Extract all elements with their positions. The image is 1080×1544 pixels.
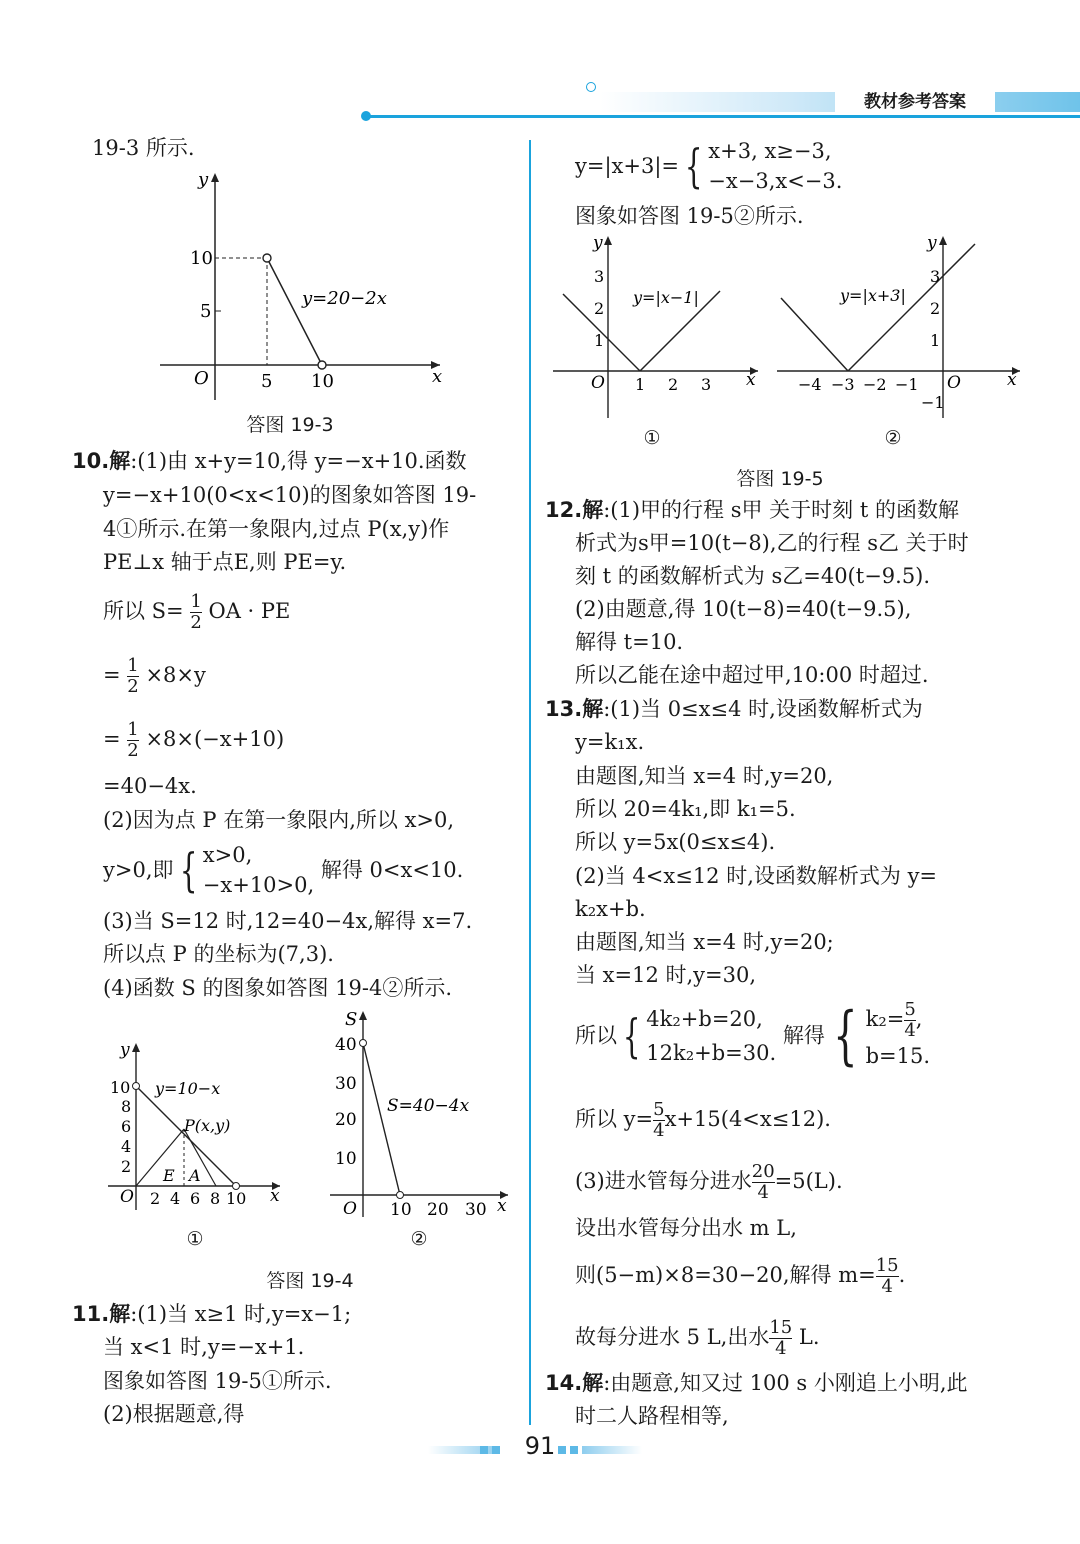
q12-line4: (2)由题意,得 10(t−8)=40(t−9.5),: [575, 597, 912, 621]
q14-text1: :由题意,知又过 100 s 小刚追上小明,此: [603, 1371, 968, 1395]
q13-line2: y=k₁x.: [575, 730, 645, 754]
fig194a-x-label: x: [270, 1186, 280, 1206]
q13-line14: [575, 1318, 820, 1359]
five-quarters: [904, 1000, 915, 1041]
fig194-sub2: ②: [410, 1228, 428, 1250]
brace: {: [833, 998, 858, 1073]
q10-s-line2: [103, 656, 206, 697]
half-fraction: [127, 720, 138, 761]
fig195b-ytick: 3: [930, 267, 941, 286]
fig194a-ytick: 10: [110, 1078, 131, 1097]
q10-part2-system: [103, 840, 463, 900]
abs-cases: [708, 136, 842, 196]
q13-system: [575, 1000, 930, 1071]
column-separator: [529, 140, 531, 1425]
footer-bar-right: [582, 1446, 642, 1454]
fig194a-ytick: 6: [121, 1117, 132, 1136]
frac-den: 4: [904, 1020, 916, 1041]
frac-num: 15: [769, 1317, 793, 1338]
q14-line2: 时二人路程相等,: [575, 1404, 729, 1428]
q12-number: 12.解: [545, 498, 604, 522]
q12-line1: [545, 496, 959, 524]
frac-den: 4: [752, 1182, 775, 1203]
q13-l14-prefix: 故每分进水 5 L,出水: [575, 1325, 770, 1349]
q13-line9: 当 x=12 时,y=30,: [575, 963, 757, 987]
q13-sol1: [865, 999, 923, 1041]
fig194a-point: P(x,y): [184, 1116, 231, 1135]
abs-eq-left: y=|x+3|=: [575, 154, 680, 178]
fig195a-func: y=|x−1|: [633, 288, 699, 307]
abs-case2: −x−3,x<−3.: [708, 169, 843, 193]
fig194a-ytick: 4: [121, 1137, 132, 1156]
q13-l10-suffix: x+15(4<x≤12).: [664, 1107, 831, 1131]
fig194b-xtick: 30: [465, 1200, 487, 1220]
fig194a-ytick: 2: [121, 1157, 132, 1176]
brace: {: [684, 139, 703, 193]
frac-num: 20: [751, 1161, 775, 1182]
q11-line1: [72, 1300, 351, 1328]
abs-equation: [575, 136, 842, 196]
fig193-tick-5y: 5: [200, 301, 212, 322]
fig195-caption: 答图 19-5: [736, 468, 824, 490]
q13-sol1-prefix: k₂=: [865, 1007, 905, 1031]
q13-line6: (2)当 4<x≤12 时,设函数解析式为 y=: [575, 864, 938, 888]
q10-line3: 4①所示.在第一象限内,过点 P(x,y)作: [103, 517, 450, 541]
q13-sol1-suffix: ,: [915, 1007, 923, 1031]
frac-num: 5: [904, 999, 916, 1020]
fig195b-xtick: −1: [895, 375, 919, 394]
abs-case1: x+3, x≥−3,: [708, 139, 832, 163]
q12-text1: :(1)甲的行程 s甲 关于时刻 t 的函数解: [603, 498, 959, 522]
fig193-x-label: x: [432, 366, 443, 387]
q13-sol2: b=15.: [865, 1044, 931, 1068]
figure-19-5-2: [775, 230, 1025, 420]
q13-line11: [575, 1162, 843, 1203]
brace: {: [622, 1008, 641, 1063]
footer-square: [558, 1446, 566, 1454]
brace: {: [179, 843, 197, 897]
fig194a-xtick: 4: [170, 1189, 181, 1208]
q13-sol-stack: [866, 1000, 930, 1071]
q11-line2: 当 x<1 时,y=−x+1.: [103, 1335, 305, 1359]
fig193-func-label: y=20−2x: [302, 288, 387, 309]
fig194b-xtick: 20: [427, 1200, 449, 1220]
fig194b-stick: 20: [335, 1110, 357, 1130]
q10-s2-suffix: ×8×y: [145, 663, 206, 687]
fig194b-x-label: x: [497, 1196, 507, 1216]
q10-part4: (4)函数 S 的图象如答图 19-4②所示.: [103, 976, 453, 1000]
q13-line1: [545, 695, 923, 723]
q13-sys-prefix: 所以: [575, 1023, 617, 1048]
fig194b-stick: 30: [335, 1074, 357, 1094]
q10-s3-prefix: =: [103, 727, 121, 751]
fifteen-quarters: [876, 1256, 899, 1297]
q13-l11-suffix: =5(L).: [774, 1169, 843, 1193]
q13-line10: [575, 1100, 831, 1141]
fig195a-ytick: 2: [594, 299, 605, 318]
fifteen-quarters: [769, 1318, 792, 1359]
fig194a-ytick: 8: [121, 1097, 132, 1116]
q13-l13-prefix: 则(5−m)×8=30−20,解得 m=: [575, 1263, 876, 1287]
q13-text1: :(1)当 0≤x≤4 时,设函数解析式为: [603, 697, 923, 721]
q13-l14-suffix: L.: [792, 1325, 820, 1349]
fig195-sub2: ②: [884, 427, 902, 449]
q13-l11-prefix: (3)进水管每分进水: [575, 1169, 752, 1193]
q10-s-line4: =40−4x.: [103, 774, 197, 798]
fig193-tick-10x: 10: [311, 371, 334, 392]
abs-figure-ref: 图象如答图 19-5②所示.: [575, 204, 804, 228]
fig194-sub1: ①: [186, 1228, 204, 1250]
q13-solve: 解得: [782, 1023, 825, 1048]
fig195-sub1: ①: [643, 427, 661, 449]
frac-den: 4: [769, 1338, 792, 1359]
q13-sys2: 12k₂+b=30.: [646, 1040, 777, 1065]
fig195a-xtick: 1: [635, 375, 646, 394]
fig194a-xtick: 8: [210, 1189, 221, 1208]
q11-number: 11.解: [72, 1302, 131, 1326]
fig195b-x-label: x: [1007, 370, 1017, 390]
frac-num: 1: [127, 719, 139, 740]
q13-sys1: 4k₂+b=20,: [646, 1006, 763, 1031]
fig194a-origin: O: [120, 1187, 134, 1207]
fig194a-xtick: 2: [150, 1189, 161, 1208]
q10-p2-prefix: y>0,即: [103, 858, 174, 882]
q13-line5: 所以 y=5x(0≤x≤4).: [575, 830, 776, 854]
fig195b-xtick: −4: [798, 375, 822, 394]
q10-part2: (2)因为点 P 在第一象限内,所以 x>0,: [103, 808, 455, 832]
fig194b-stick: 40: [335, 1035, 357, 1055]
q11-text1: :(1)当 x≥1 时,y=x−1;: [130, 1302, 352, 1326]
q13-number: 13.解: [545, 697, 604, 721]
fig195b-ytick: 2: [930, 299, 941, 318]
fig195a-origin: O: [591, 373, 605, 393]
figure-19-4-2: [325, 1005, 515, 1220]
fig195b-ytick: −1: [921, 393, 945, 412]
q12-line6: 所以乙能在途中超过甲,10:00 时超过.: [575, 663, 929, 687]
q10-s1-suffix: OA · PE: [208, 599, 291, 623]
q13-line7: k₂x+b.: [575, 897, 646, 921]
fig194a-func: y=10−x: [155, 1079, 221, 1098]
five-quarters: [653, 1100, 664, 1141]
fig195b-xtick: −3: [831, 375, 855, 394]
q10-p2-solution: 解得 0<x<10.: [320, 858, 464, 882]
fig194b-origin: O: [343, 1199, 357, 1219]
fig195a-ytick: 3: [594, 267, 605, 286]
q10-part3: (3)当 S=12 时,12=40−4x,解得 x=7.: [103, 909, 473, 933]
fig194a-e: E: [163, 1166, 175, 1185]
fig194a-xtick: 10: [226, 1189, 247, 1208]
fig194a-y-label: y: [120, 1040, 130, 1060]
system-stack: [203, 840, 314, 900]
fig193-caption: 答图 19-3: [246, 414, 334, 436]
header-dot-upper: [586, 82, 596, 92]
frac-num: 1: [190, 591, 202, 612]
q10-number: 10.解: [72, 449, 131, 473]
q10-line4: PE⊥x 轴于点E,则 PE=y.: [103, 550, 347, 574]
fig195b-xtick: −2: [863, 375, 887, 394]
intro-text: 19-3 所示.: [92, 136, 195, 160]
fig194b-xtick: 10: [390, 1200, 412, 1220]
figure-19-4-1: [100, 1035, 290, 1215]
q11-line3: 图象如答图 19-5①所示.: [103, 1369, 332, 1393]
q10-s1-prefix: 所以 S=: [103, 599, 184, 623]
q10-line2: y=−x+10(0<x<10)的图象如答图 19-: [103, 483, 477, 507]
fig193-tick-10y: 10: [190, 248, 213, 269]
fig193-origin: O: [194, 368, 209, 389]
header-title: 教材参考答案: [835, 90, 995, 114]
fig195b-func: y=|x+3|: [840, 286, 906, 305]
frac-num: 15: [875, 1255, 899, 1276]
q13-line3: 由题图,知当 x=4 时,y=20,: [575, 764, 834, 788]
q12-line5: 解得 t=10.: [575, 630, 684, 654]
fig195b-ytick: 1: [930, 331, 941, 350]
q10-s-line1: [103, 592, 290, 633]
fig195a-ytick: 1: [594, 331, 605, 350]
q13-line8: 由题图,知当 x=4 时,y=20;: [575, 930, 834, 954]
q10-line1: [72, 447, 467, 475]
frac-den: 4: [653, 1120, 665, 1141]
header-rule: [365, 115, 1080, 118]
q12-line3: 刻 t 的函数解析式为 s乙=40(t−9.5).: [575, 564, 931, 588]
q13-line12: 设出水管每分出水 m L,: [575, 1216, 797, 1240]
fig193-tick-5x: 5: [261, 371, 273, 392]
twenty-quarters: [752, 1162, 775, 1203]
q10-s2-prefix: =: [103, 663, 121, 687]
frac-den: 2: [127, 676, 139, 697]
q13-line4: 所以 20=4k₁,即 k₁=5.: [575, 797, 796, 821]
fig194b-stick: 10: [335, 1149, 357, 1169]
half-fraction: [127, 656, 138, 697]
frac-den: 2: [190, 612, 202, 633]
header-dot-lower: [361, 111, 371, 121]
q13-sys-stack: [646, 1002, 776, 1070]
fig194b-func: S=40−4x: [387, 1096, 470, 1116]
fig195a-y-label: y: [593, 233, 603, 253]
q12-line2: 析式为s甲=10(t−8),乙的行程 s乙 关于时: [575, 531, 969, 555]
fig195b-y-label: y: [927, 233, 937, 253]
sys-line1: x>0,: [202, 843, 253, 867]
q10-part3b: 所以点 P 的坐标为(7,3).: [103, 942, 334, 966]
fig195a-xtick: 3: [701, 375, 712, 394]
q14-line1: [545, 1369, 968, 1397]
fig195a-x-label: x: [746, 370, 756, 390]
fig194a-xtick: 6: [190, 1189, 201, 1208]
q10-s-line3: [103, 720, 284, 761]
fig194-caption: 答图 19-4: [266, 1270, 354, 1292]
figure-19-3: [150, 165, 450, 405]
frac-num: 5: [653, 1099, 665, 1120]
footer-square: [480, 1446, 488, 1454]
half-fraction: [190, 592, 201, 633]
footer-square: [570, 1446, 578, 1454]
fig193-y-label: y: [198, 169, 209, 190]
q10-text1: :(1)由 x+y=10,得 y=−x+10.函数: [130, 449, 467, 473]
q14-number: 14.解: [545, 1371, 604, 1395]
page-number: 91: [524, 1432, 556, 1460]
frac-den: 4: [876, 1276, 899, 1297]
q13-line13: [575, 1256, 905, 1297]
q10-s3-suffix: ×8×(−x+10): [145, 727, 285, 751]
sys-line2: −x+10>0,: [202, 873, 315, 897]
frac-den: 2: [127, 740, 139, 761]
figure-19-5-1: [548, 230, 768, 420]
fig194b-s-label: S: [345, 1009, 358, 1030]
q13-l13-suffix: .: [898, 1263, 906, 1287]
q11-line4: (2)根据题意,得: [103, 1402, 245, 1426]
fig195b-origin: O: [947, 373, 961, 393]
q13-l10-prefix: 所以 y=: [575, 1107, 654, 1131]
fig194a-a: A: [189, 1166, 201, 1185]
frac-num: 1: [127, 655, 139, 676]
fig195a-xtick: 2: [668, 375, 679, 394]
